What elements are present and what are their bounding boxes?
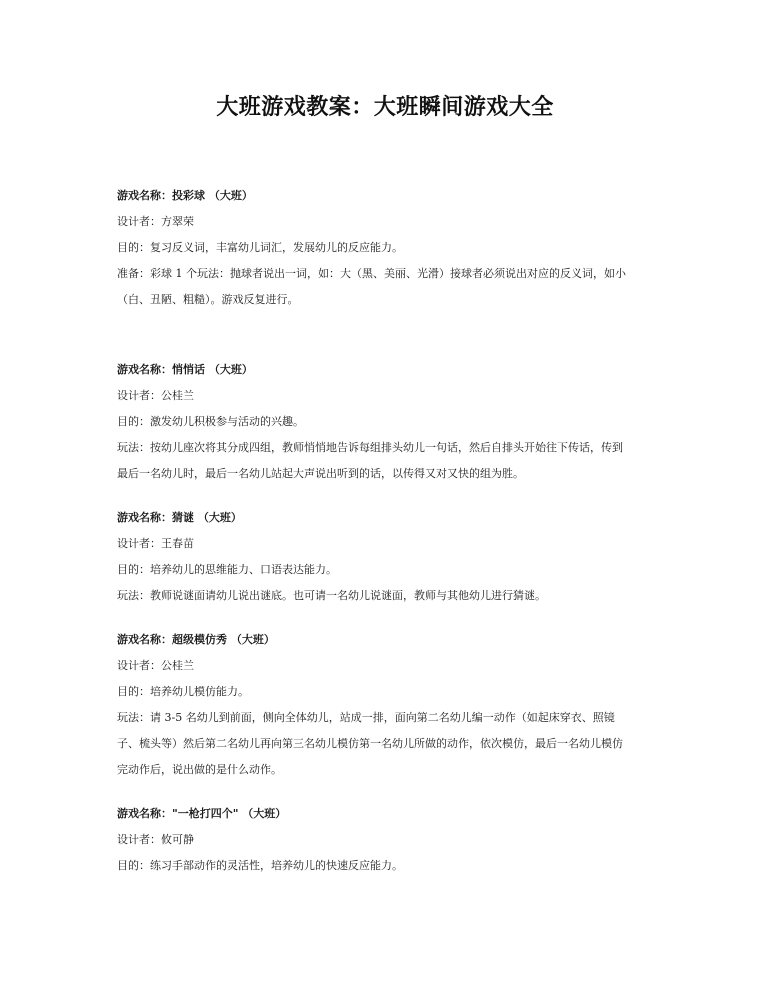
game-goal: 目的：复习反义词，丰富幼儿词汇，发展幼儿的反应能力。 bbox=[117, 241, 403, 254]
game-text-line: 完动作后，说出做的是什么动作。 bbox=[117, 763, 282, 776]
spacer bbox=[117, 783, 657, 801]
game-entry bbox=[117, 357, 657, 487]
game-goal: 目的：培养幼儿的思维能力、口语表达能力。 bbox=[117, 563, 337, 576]
spacer bbox=[117, 313, 657, 357]
game-entry bbox=[117, 183, 657, 313]
game-text-line: 玩法：教师说谜面请幼儿说出谜底。也可请一名幼儿说谜面，教师与其他幼儿进行猜谜。 bbox=[117, 589, 546, 602]
document-body bbox=[117, 183, 657, 879]
game-name: 游戏名称：猜谜 （大班） bbox=[117, 511, 242, 524]
page-title: 大班游戏教案：大班瞬间游戏大全 bbox=[216, 94, 554, 120]
game-text-line: 玩法：按幼儿座次将其分成四组，教师悄悄地告诉每组排头幼儿一句话，然后自排头开始往下传话，传到 bbox=[117, 441, 623, 454]
game-entry bbox=[117, 505, 657, 609]
game-text-line: 最后一名幼儿时，最后一名幼儿站起大声说出听到的话，以传得又对又快的组为胜。 bbox=[117, 467, 524, 480]
game-text-line: 玩法：请 3-5 名幼儿到前面，侧向全体幼儿，站成一排，面向第二名幼儿编一动作（如起床穿衣、照镜 bbox=[117, 711, 615, 724]
spacer bbox=[117, 487, 657, 505]
spacer bbox=[117, 609, 657, 627]
game-goal: 目的：练习手部动作的灵活性，培养幼儿的快速反应能力。 bbox=[117, 859, 403, 872]
game-entry bbox=[117, 801, 657, 879]
game-designer: 设计者：公桂兰 bbox=[117, 659, 194, 672]
game-name: 游戏名称："一枪打四个" （大班） bbox=[117, 807, 287, 820]
game-text-line: 子、梳头等）然后第二名幼儿再向第三名幼儿模仿第一名幼儿所做的动作，依次模仿，最后一名幼儿模仿 bbox=[117, 737, 623, 750]
game-name: 游戏名称：超级模仿秀 （大班） bbox=[117, 633, 275, 646]
game-designer: 设计者：攸可静 bbox=[117, 833, 194, 846]
game-designer: 设计者：王春苗 bbox=[117, 537, 194, 550]
game-name: 游戏名称：投彩球 （大班） bbox=[117, 189, 253, 202]
game-entry bbox=[117, 627, 657, 783]
game-designer: 设计者：公桂兰 bbox=[117, 389, 194, 402]
game-text-line: （白、丑陋、粗糙）。游戏反复进行。 bbox=[117, 293, 299, 306]
game-text-line: 准备：彩球 1 个玩法：抛球者说出一词，如：大（黑、美丽、光滑）接球者必须说出对应的反义词，如小 bbox=[117, 267, 626, 280]
game-name: 游戏名称：悄悄话 （大班） bbox=[117, 363, 253, 376]
game-designer: 设计者：方翠荣 bbox=[117, 215, 194, 228]
game-goal: 目的：激发幼儿积极参与活动的兴趣。 bbox=[117, 415, 304, 428]
game-goal: 目的：培养幼儿模仿能力。 bbox=[117, 685, 249, 698]
